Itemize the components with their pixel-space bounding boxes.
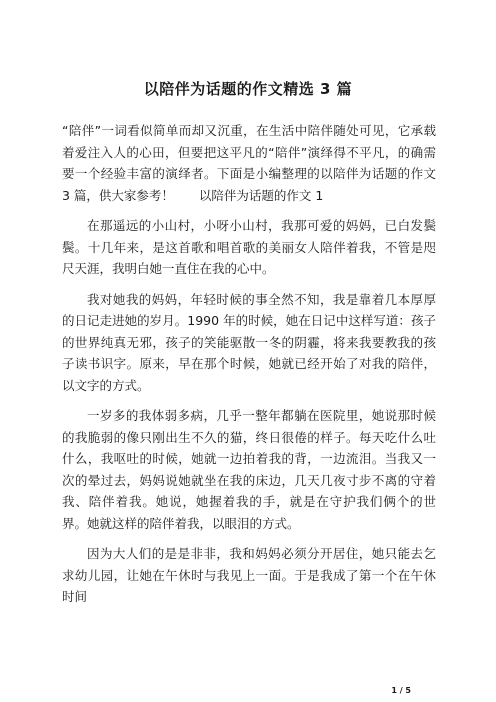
page-number: 1 / 5 [391,686,411,695]
paragraph-4: 因为大人们的是是非非，我和妈妈必须分开居住，她只能去乞求幼儿园，让她在午休时与我见上一面。于是我成了第一个在午休时间 [62,546,436,604]
paragraph-3: 一岁多的我体弱多病，几乎一整年都躺在医院里，她说那时候的我脆弱的像只刚出生不久的猫，终日很倦的样子。每天吃什么吐什么，我呕吐的时候，她就一边拍着我的背，一边流泪。当我又一次的晕过去，妈妈说她就坐在我的床边，几天几夜寸步不离的守着我、陪伴着我。她说，她握着我的手，就是在守护我们俩个的世界。她就这样的陪伴着我，以眼泪的方式。 [62,408,436,531]
document-title: 以陪伴为话题的作文精选 3 篇 [143,80,353,98]
paragraph-1: 在那遥远的小山村，小呀小山村，我那可爱的妈妈，已白发鬓鬓。十几年来，是这首歌和唱首歌的美丽女人陪伴着我，不管是咫尺天涯，我明白她一直住在我的心中。 [62,218,436,276]
document-body [62,120,436,617]
paragraph-intro: “陪伴”一词看似简单而却又沉重，在生活中陪伴随处可见，它承载着爱注入人的心田，但要把这平凡的“陪伴”演绎得不平凡，的确需要一个经验丰富的演绎者。下面是小编整理的以陪伴为话题的作文 3 篇，供大家参考！ 以陪伴为话题的作文 1 [62,123,436,203]
paragraph-2: 我对她我的妈妈，年轻时候的事全然不知，我是靠着几本厚厚的日记走进她的岁月。1990 年的时候，她在日记中这样写道：孩子的世界纯真无邪，孩子的笑能驱散一冬的阴霾，将来我要教我的孩子读书识字。原来，早在那个时候，她就已经开始了对我的陪伴，以文字的方式。 [62,291,436,393]
